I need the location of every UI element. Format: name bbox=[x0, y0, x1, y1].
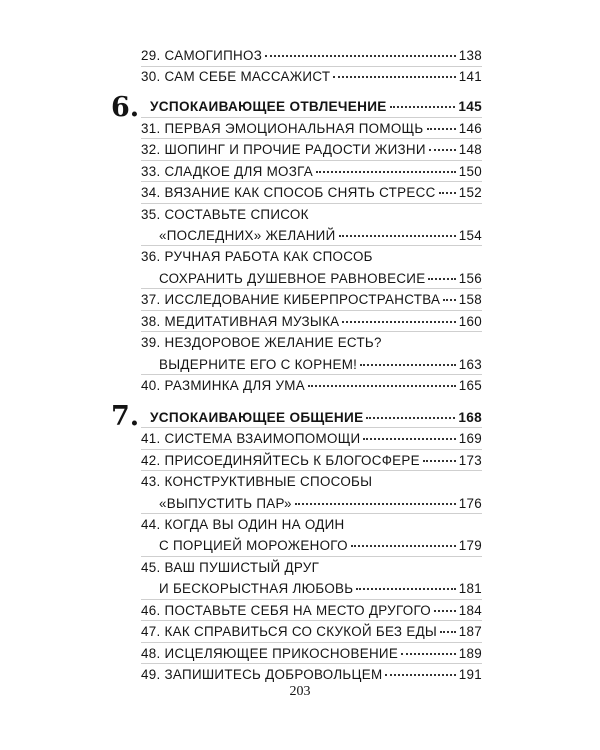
entry-number: 29. bbox=[141, 48, 161, 63]
chapter-page: 168 bbox=[458, 409, 482, 425]
dot-leader bbox=[265, 43, 456, 57]
toc-entry bbox=[141, 471, 482, 514]
entry-title: ИСЦЕЛЯЮЩЕЕ ПРИКОСНОВЕНИЕ bbox=[164, 645, 399, 661]
entry-title: КОНСТРУКТИВНЫЕ СПОСОБЫ bbox=[164, 474, 373, 489]
entry-page: 181 bbox=[458, 581, 482, 597]
chapter-heading bbox=[150, 96, 482, 118]
entry-title: МЕДИТАТИВНАЯ МУЗЫКА bbox=[164, 313, 340, 329]
entry-title: СОСТАВЬТЕ СПИСОК bbox=[164, 206, 309, 222]
entry-title-continued: «ПОСЛЕДНИХ» ЖЕЛАНИЙ bbox=[159, 228, 336, 244]
dot-leader bbox=[423, 448, 456, 462]
toc-entry bbox=[141, 118, 482, 140]
entry-title: ИССЛЕДОВАНИЕ КИБЕРПРОСТРАНСТВА bbox=[164, 292, 441, 308]
entry-number: 36. bbox=[141, 249, 161, 265]
dot-leader bbox=[427, 116, 456, 130]
entry-number: 45. bbox=[141, 559, 161, 575]
toc-entry bbox=[141, 139, 482, 161]
entry-number: 39. bbox=[141, 335, 161, 351]
dot-leader bbox=[385, 662, 455, 676]
dot-leader bbox=[351, 533, 456, 547]
entry-page: 152 bbox=[458, 185, 482, 200]
dot-leader bbox=[316, 159, 456, 173]
entry-page: 173 bbox=[458, 452, 482, 468]
entry-title-continued: С ПОРЦИЕЙ МОРОЖЕНОГО bbox=[159, 538, 348, 554]
page-number: 203 bbox=[289, 684, 311, 699]
entry-title: ПОСТАВЬТЕ СЕБЯ НА МЕСТО ДРУГОГО bbox=[164, 602, 432, 618]
entry-number: 32. bbox=[141, 142, 161, 158]
dot-leader bbox=[339, 223, 456, 237]
entry-number: 47. bbox=[141, 624, 161, 640]
entry-title: ПЕРВАЯ ЭМОЦИОНАЛЬНАЯ ПОМОЩЬ bbox=[164, 120, 424, 136]
entry-page: 160 bbox=[458, 313, 482, 329]
dot-leader bbox=[439, 180, 456, 194]
dot-leader bbox=[443, 287, 455, 301]
entry-page: 138 bbox=[458, 48, 482, 63]
dot-leader bbox=[308, 373, 456, 387]
entry-title: РАЗМИНКА ДЛЯ УМА bbox=[164, 378, 305, 393]
entry-title: КОГДА ВЫ ОДИН НА ОДИН bbox=[164, 516, 345, 532]
entry-number: 35. bbox=[141, 206, 161, 222]
toc-entry bbox=[141, 311, 482, 333]
entry-title-continued: СОХРАНИТЬ ДУШЕВНОЕ РАВНОВЕСИЕ bbox=[159, 270, 426, 286]
toc-entry bbox=[141, 514, 482, 557]
toc-entry bbox=[141, 621, 482, 643]
chapter-title: УСПОКАИВАЮЩЕЕ ОБЩЕНИЕ bbox=[150, 409, 364, 425]
entry-title: ВЯЗАНИЕ КАК СПОСОБ СНЯТЬ СТРЕСС bbox=[164, 185, 436, 200]
toc-entry bbox=[141, 600, 482, 622]
entry-number: 44. bbox=[141, 516, 161, 532]
entry-number: 46. bbox=[141, 602, 161, 618]
toc-entry bbox=[141, 161, 482, 183]
entry-page: 146 bbox=[458, 120, 482, 136]
dot-leader bbox=[356, 576, 455, 590]
dot-leader bbox=[390, 94, 456, 108]
entry-title: САМОГИПНОЗ bbox=[164, 48, 263, 63]
entry-title: ПРИСОЕДИНЯЙТЕСЬ К БЛОГОСФЕРЕ bbox=[164, 452, 420, 468]
toc-entry bbox=[141, 204, 482, 247]
entry-title-continued: «ВЫПУСТИТЬ ПАР» bbox=[159, 495, 292, 511]
entry-title: СИСТЕМА ВЗАИМОПОМОЩИ bbox=[164, 431, 361, 447]
chapter-number: 6. bbox=[111, 91, 140, 123]
chapter-title: УСПОКАИВАЮЩЕЕ ОТВЛЕЧЕНИЕ bbox=[150, 99, 387, 115]
entry-page: 169 bbox=[458, 431, 482, 447]
dot-leader bbox=[360, 352, 456, 366]
entry-title: НЕЗДОРОВОЕ ЖЕЛАНИЕ ЕСТЬ? bbox=[164, 335, 382, 351]
entry-title: ЗАПИШИТЕСЬ ДОБРОВОЛЬЦЕМ bbox=[164, 667, 383, 682]
entry-number: 43. bbox=[141, 474, 161, 489]
toc-entry bbox=[141, 332, 482, 375]
toc-entry bbox=[141, 375, 482, 397]
entry-number: 30. bbox=[141, 69, 161, 85]
toc-entry bbox=[141, 246, 482, 289]
entry-number: 33. bbox=[141, 163, 161, 179]
entry-title: СЛАДКОЕ ДЛЯ МОЗГА bbox=[164, 163, 314, 179]
entry-number: 31. bbox=[141, 120, 161, 136]
entry-page: 163 bbox=[458, 356, 482, 372]
entry-title: САМ СЕБЕ МАССАЖИСТ bbox=[164, 69, 331, 85]
chapter-number: 7. bbox=[111, 401, 140, 432]
entry-title: РУЧНАЯ РАБОТА КАК СПОСОБ bbox=[164, 249, 373, 265]
entry-number: 49. bbox=[141, 667, 161, 682]
entry-number: 38. bbox=[141, 313, 161, 329]
entry-page: 156 bbox=[458, 270, 482, 286]
dot-leader bbox=[295, 491, 456, 505]
entry-page: 158 bbox=[458, 292, 482, 308]
dot-leader bbox=[401, 641, 456, 655]
entry-page: 179 bbox=[458, 538, 482, 554]
entry-title: ШОПИНГ И ПРОЧИЕ РАДОСТИ ЖИЗНИ bbox=[164, 142, 426, 158]
toc-entry bbox=[141, 450, 482, 472]
entry-page: 141 bbox=[458, 69, 482, 85]
entry-number: 48. bbox=[141, 645, 161, 661]
dot-leader bbox=[366, 405, 455, 419]
entry-page: 148 bbox=[458, 142, 482, 158]
dot-leader bbox=[342, 309, 455, 323]
toc-entry bbox=[141, 289, 482, 311]
entry-number: 41. bbox=[141, 431, 161, 447]
entry-title-continued: ВЫДЕРНИТЕ ЕГО С КОРНЕМ! bbox=[159, 356, 358, 372]
entry-number: 37. bbox=[141, 292, 161, 308]
entry-title: КАК СПРАВИТЬСЯ СО СКУКОЙ БЕЗ ЕДЫ bbox=[164, 624, 438, 640]
entry-page: 150 bbox=[458, 163, 482, 179]
entry-page: 189 bbox=[458, 645, 482, 661]
toc-entry bbox=[141, 182, 482, 204]
dot-leader bbox=[363, 426, 455, 440]
entry-page: 187 bbox=[458, 624, 482, 640]
dot-leader bbox=[333, 64, 455, 78]
entry-title: ВАШ ПУШИСТЫЙ ДРУГ bbox=[164, 559, 320, 575]
toc-entry bbox=[141, 45, 482, 67]
toc-entry bbox=[141, 557, 482, 600]
toc-entry bbox=[141, 428, 482, 450]
entry-page: 154 bbox=[458, 228, 482, 244]
dot-leader bbox=[434, 598, 456, 612]
entry-page: 165 bbox=[458, 378, 482, 393]
entry-number: 42. bbox=[141, 452, 161, 468]
chapter-heading bbox=[150, 407, 482, 429]
entry-number: 40. bbox=[141, 378, 161, 393]
dot-leader bbox=[440, 619, 456, 633]
entry-title-continued: И БЕСКОРЫСТНАЯ ЛЮБОВЬ bbox=[159, 581, 354, 597]
dot-leader bbox=[429, 137, 456, 151]
toc-entry bbox=[141, 643, 482, 665]
toc-entry bbox=[141, 66, 482, 88]
toc-entry bbox=[141, 664, 482, 686]
entry-page: 184 bbox=[458, 602, 482, 618]
entry-page: 191 bbox=[458, 667, 482, 682]
entry-page: 176 bbox=[458, 495, 482, 511]
chapter-page: 145 bbox=[458, 99, 482, 115]
dot-leader bbox=[428, 266, 455, 280]
entry-number: 34. bbox=[141, 185, 161, 200]
